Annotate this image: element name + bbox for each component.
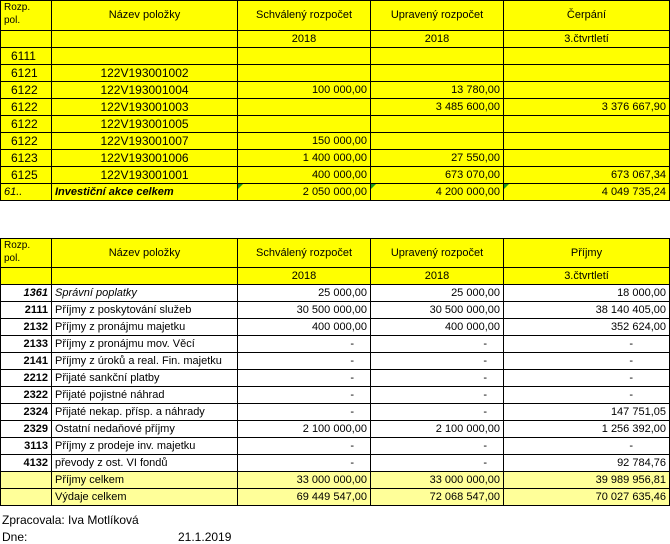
cell-approved: - [238,404,371,421]
cell-income: 70 027 635,46 [504,489,670,506]
cell-income: 38 140 405,00 [504,302,670,319]
table-row [1,421,670,438]
cell-income: 39 989 956,81 [504,472,670,489]
date-value: 21.1.2019 [178,530,232,544]
header-row [1,1,670,31]
cell-adjusted: 27 550,00 [371,150,504,167]
header-sub-row [1,268,670,285]
header-sub-empty [52,31,238,48]
cell-pol: 61.. [1,184,52,201]
cell-pol: 2212 [1,370,52,387]
cell-approved: 400 000,00 [238,319,371,336]
error-indicator-icon [371,184,376,189]
cell-name: 122V193001003 [52,99,238,116]
header-approved: Schválený rozpočet [238,1,371,31]
total-spent-value: 4 049 735,24 [601,185,666,198]
cell-name: 122V193001001 [52,167,238,184]
total-adjusted-value: 4 200 000,00 [435,185,500,198]
header-name: Název položky [52,239,238,268]
cell-name [52,48,238,65]
error-indicator-icon [238,184,243,189]
cell-approved [238,48,371,65]
header-sub-quarter: 3.čtvrtletí [504,31,670,48]
cell-pol: 2324 [1,404,52,421]
cell-adjusted: 72 068 547,00 [371,489,504,506]
cell-income: - [504,387,670,404]
cell-pol: 6122 [1,116,52,133]
table-row [1,319,670,336]
header-sub-row [1,31,670,48]
cell-spent: 3 376 667,90 [504,99,670,116]
cell-pol: 6111 [1,48,52,65]
table-row [1,370,670,387]
cell-adjusted: - [371,404,504,421]
cell-name: 122V193001007 [52,133,238,150]
header-adjusted: Upravený rozpočet [371,1,504,31]
cell-approved [238,116,371,133]
prepared-by: Zpracovala: Iva Motlíková [2,513,139,527]
cell-name: Ostatní nedaňové příjmy [52,421,238,438]
cell-spent [504,82,670,99]
header-sub-empty [1,31,52,48]
cell-pol: 6122 [1,99,52,116]
cell-adjusted: - [371,353,504,370]
cell-income: 18 000,00 [504,285,670,302]
cell-approved: - [238,455,371,472]
cell-adjusted: - [371,336,504,353]
cell-pol: 1361 [1,285,52,302]
header-row [1,239,670,268]
cell-pol [1,489,52,506]
cell-name: Správní poplatky [52,285,238,302]
cell-adjusted: - [371,455,504,472]
header-sub-empty [1,268,52,285]
table-row [1,133,670,150]
cell-name: 122V193001002 [52,65,238,82]
cell-name: 122V193001005 [52,116,238,133]
cell-approved [238,65,371,82]
cell-adjusted [371,133,504,150]
cell-approved [238,184,371,201]
cell-approved: 2 100 000,00 [238,421,371,438]
cell-approved: 150 000,00 [238,133,371,150]
cell-income: - [504,353,670,370]
cell-pol: 4132 [1,455,52,472]
cell-pol [1,472,52,489]
table-row [1,150,670,167]
cell-adjusted: 33 000 000,00 [371,472,504,489]
cell-approved: - [238,438,371,455]
table-row [1,48,670,65]
cell-approved: - [238,336,371,353]
table-row [1,167,670,184]
cell-adjusted: - [371,387,504,404]
cell-adjusted: - [371,438,504,455]
income-table [0,238,670,506]
header-sub-year: 2018 [238,268,371,285]
cell-name: Příjmy z pronájmu mov. Věcí [52,336,238,353]
cell-adjusted: 13 780,00 [371,82,504,99]
cell-adjusted: 400 000,00 [371,319,504,336]
cell-pol: 3113 [1,438,52,455]
cell-spent [504,48,670,65]
cell-pol: 6123 [1,150,52,167]
header-name: Název položky [52,1,238,31]
cell-spent [504,150,670,167]
table-row [1,336,670,353]
cell-income: - [504,336,670,353]
cell-pol: 6122 [1,82,52,99]
cell-spent: 673 067,34 [504,167,670,184]
table-row [1,82,670,99]
date-label: Dne: [2,530,28,544]
cell-pol: 2329 [1,421,52,438]
date-line [2,530,232,544]
header-adjusted: Upravený rozpočet [371,239,504,268]
cell-name: Příjmy z prodeje inv. majetku [52,438,238,455]
table-row [1,438,670,455]
cell-name: Příjmy z pronájmu majetku [52,319,238,336]
cell-approved: - [238,387,371,404]
cell-approved: 33 000 000,00 [238,472,371,489]
investment-table [0,0,670,201]
total-row [1,489,670,506]
cell-name: Přijaté pojistné náhrad [52,387,238,404]
cell-name: 122V193001004 [52,82,238,99]
cell-approved: 400 000,00 [238,167,371,184]
table-row [1,404,670,421]
table-row [1,455,670,472]
error-indicator-icon [504,184,509,189]
table-row [1,387,670,404]
cell-name: Přijaté nekap. přísp. a náhrady [52,404,238,421]
cell-pol: 2111 [1,302,52,319]
cell-pol: 6121 [1,65,52,82]
cell-adjusted [371,48,504,65]
cell-adjusted: - [371,370,504,387]
table-row [1,65,670,82]
cell-pol: 2322 [1,387,52,404]
header-spent: Čerpání [504,1,670,31]
cell-spent [504,133,670,150]
header-pol: Rozp. pol. [1,239,52,268]
total-approved-value: 2 050 000,00 [302,185,367,198]
table-row [1,99,670,116]
cell-pol: 6122 [1,133,52,150]
table-row [1,285,670,302]
cell-approved: - [238,370,371,387]
table-row [1,116,670,133]
cell-name: Příjmy z poskytování služeb [52,302,238,319]
cell-name: Příjmy z úroků a real. Fin. majetku [52,353,238,370]
cell-adjusted [371,65,504,82]
header-income: Příjmy [504,239,670,268]
cell-approved: 1 400 000,00 [238,150,371,167]
cell-name: Výdaje celkem [52,489,238,506]
cell-approved: 69 449 547,00 [238,489,371,506]
cell-pol: 6125 [1,167,52,184]
cell-income: - [504,438,670,455]
cell-spent [504,65,670,82]
total-row [1,184,670,201]
cell-income: 92 784,76 [504,455,670,472]
header-sub-quarter: 3.čtvrtletí [504,268,670,285]
cell-approved: 25 000,00 [238,285,371,302]
cell-pol: 2133 [1,336,52,353]
cell-approved: 100 000,00 [238,82,371,99]
cell-name: Přijaté sankční platby [52,370,238,387]
cell-spent [504,116,670,133]
cell-adjusted: 25 000,00 [371,285,504,302]
cell-approved: 30 500 000,00 [238,302,371,319]
cell-income: 147 751,05 [504,404,670,421]
cell-name: 122V193001006 [52,150,238,167]
cell-pol: 2141 [1,353,52,370]
cell-adjusted: 2 100 000,00 [371,421,504,438]
cell-adjusted: 30 500 000,00 [371,302,504,319]
cell-income: 352 624,00 [504,319,670,336]
table-row [1,353,670,370]
cell-name: převody z ost. VI fondů [52,455,238,472]
cell-name: Příjmy celkem [52,472,238,489]
cell-adjusted [371,116,504,133]
cell-spent [504,184,670,201]
header-pol: Rozp. pol. [1,1,52,31]
cell-income: - [504,370,670,387]
cell-approved [238,99,371,116]
header-approved: Schválený rozpočet [238,239,371,268]
header-sub-empty [52,268,238,285]
header-sub-year: 2018 [371,268,504,285]
cell-income: 1 256 392,00 [504,421,670,438]
cell-name: Investiční akce celkem [52,184,238,201]
cell-adjusted: 3 485 600,00 [371,99,504,116]
cell-approved: - [238,353,371,370]
table-row [1,302,670,319]
header-sub-year: 2018 [371,31,504,48]
cell-adjusted: 673 070,00 [371,167,504,184]
cell-pol: 2132 [1,319,52,336]
header-sub-year: 2018 [238,31,371,48]
total-row [1,472,670,489]
cell-adjusted [371,184,504,201]
